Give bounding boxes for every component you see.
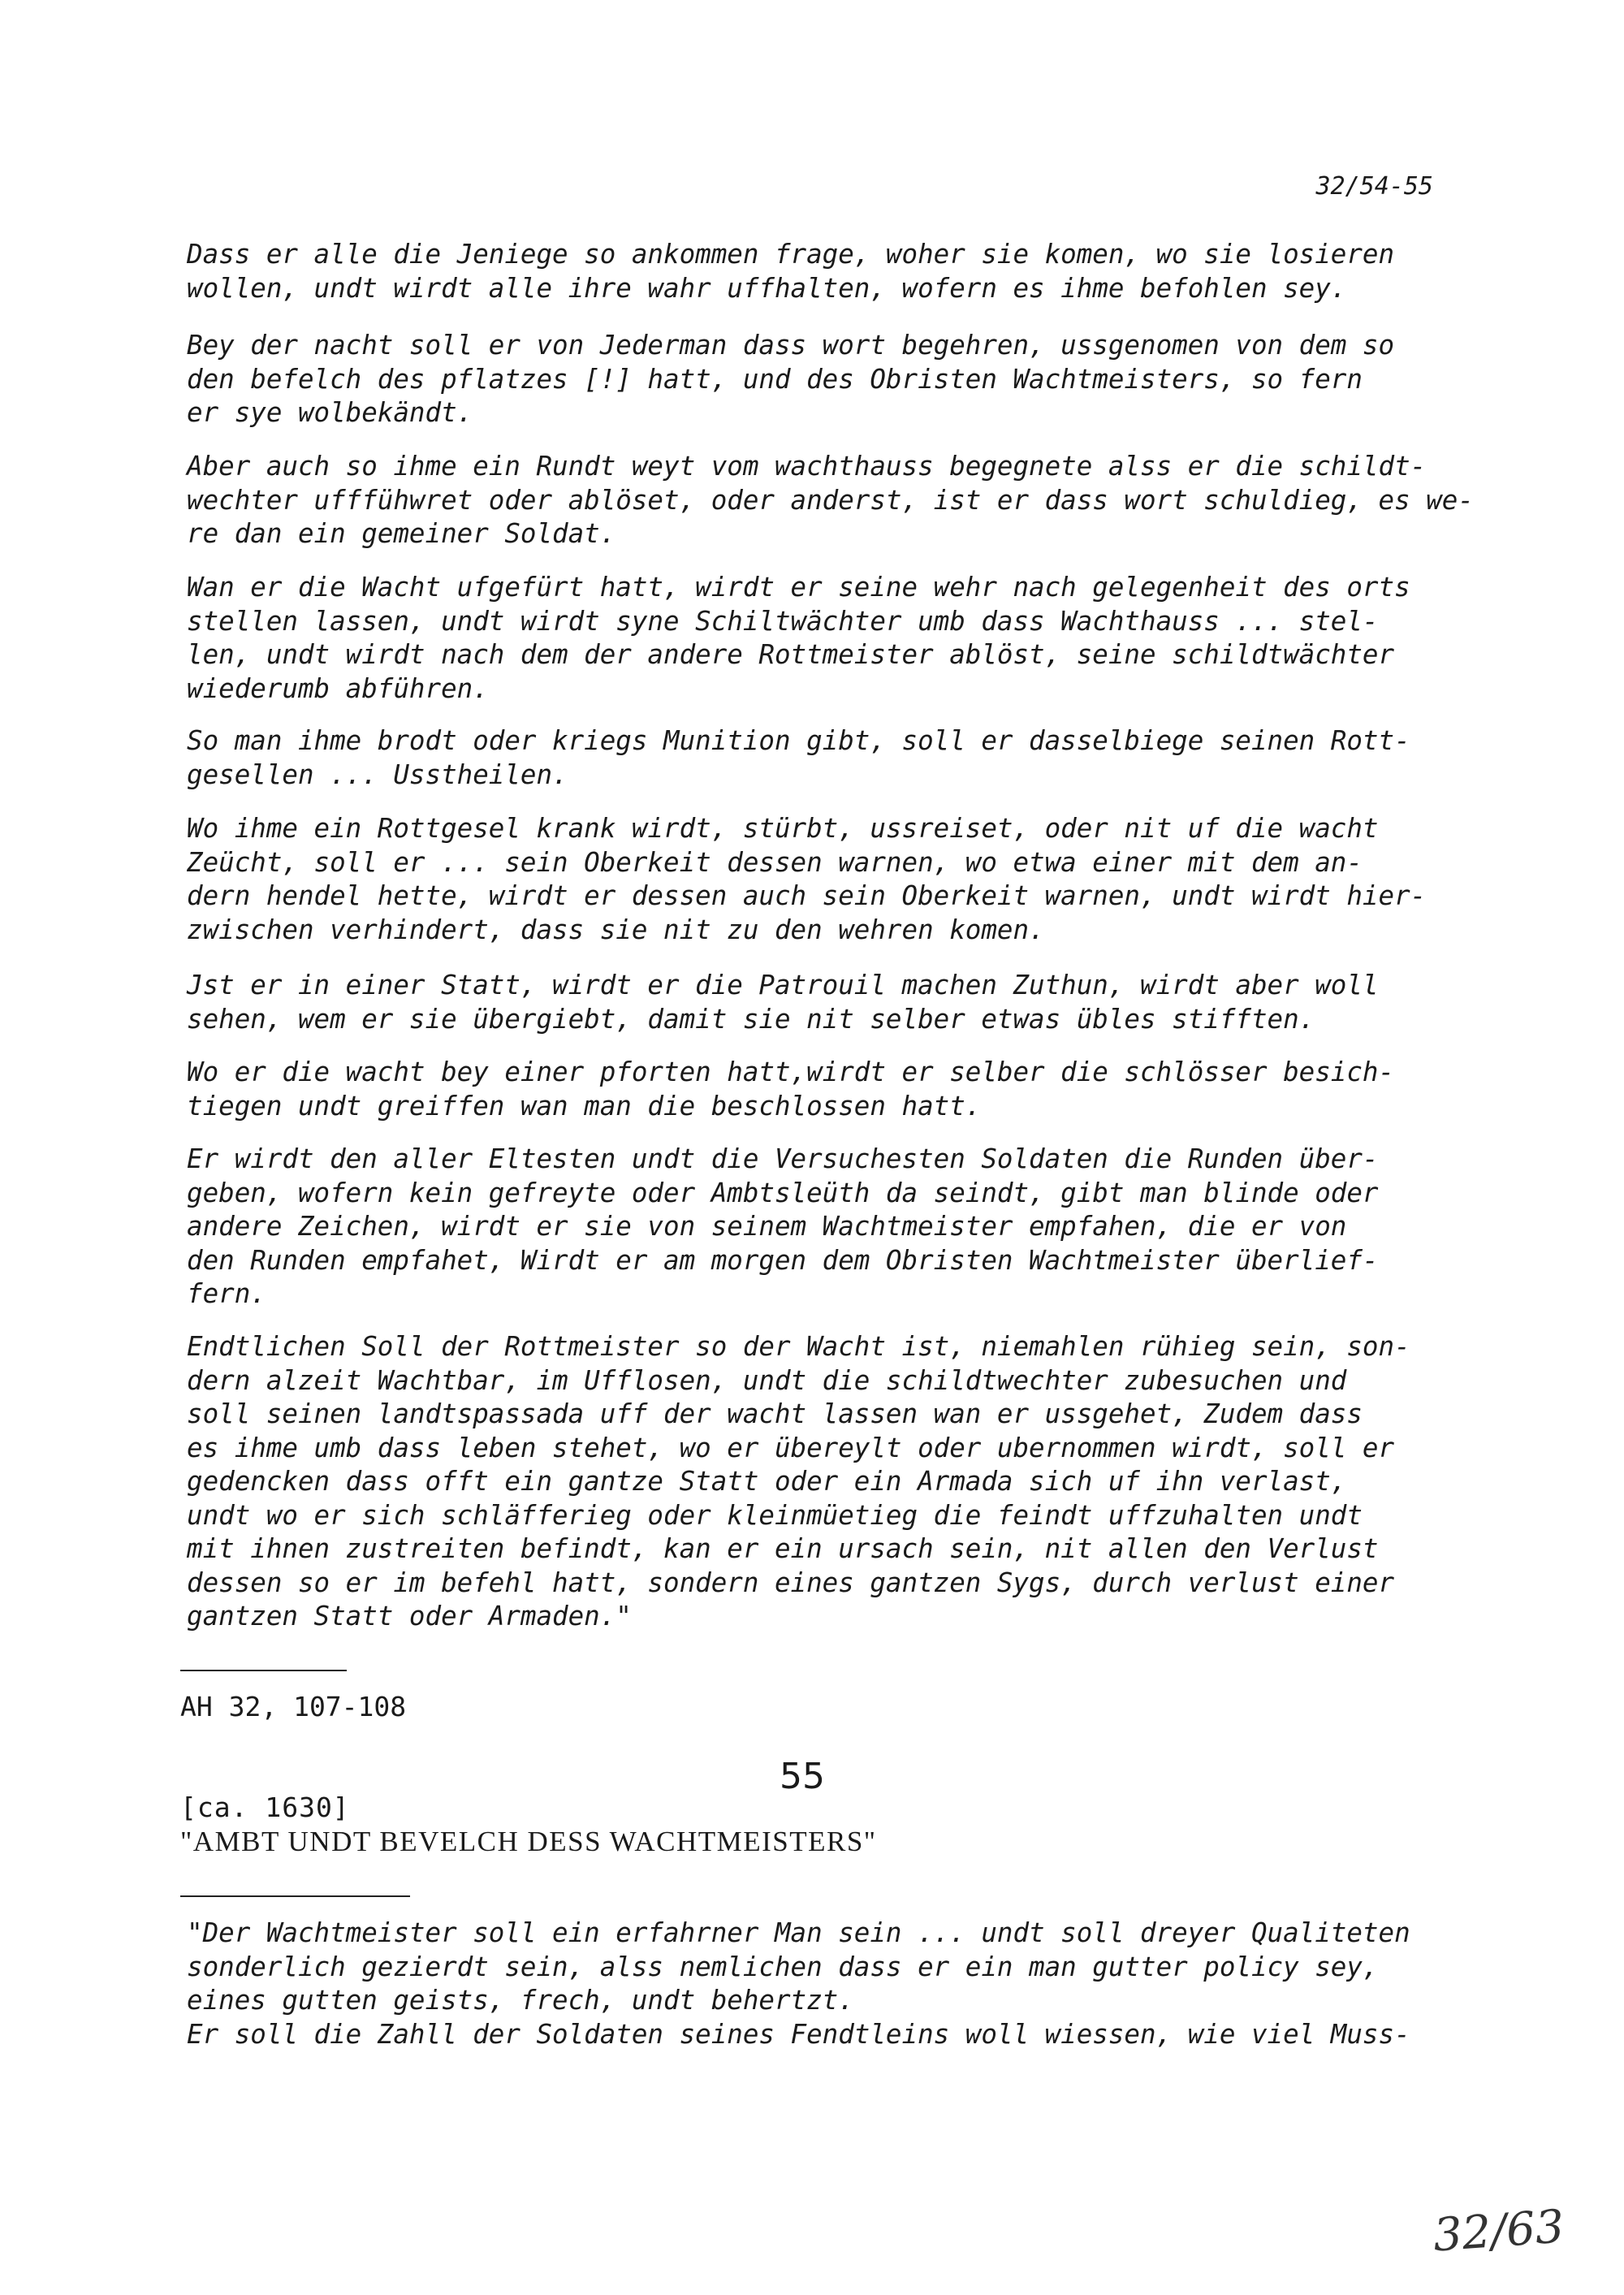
paragraph-3: Aber auch so ihme ein Rundt weyt vom wachthauss begegnete alss er die schildt- wechter ufffühwret oder ablöset, oder anderst, ist er dass wort schuldieg, es we- re dan ein gemeiner Soldat. — [187, 451, 1474, 549]
continuation-paragraph-2: Er soll die Zahll der Soldaten seines Fendtleins woll wiessen, wie viel Muss- — [187, 2019, 1410, 2050]
paragraph-2: Bey der nacht soll er von Jederman dass wort begehren, ussgenomen von dem so den befelch des pflatzes [!] hatt, und des Obristen Wachtmeisters, so fern er sye wolbekändt. — [187, 330, 1395, 428]
paragraph-10: Endtlichen Soll der Rottmeister so der Wacht ist, niemahlen rühieg sein, son- dern alzeit Wachtbar, im Ufflosen, undt die schildtwechter zubesuchen und soll seinen landtspassada uff der wacht lassen wan er ussgehet, Zudem dass es ihme umb dass leben stehet, wo er übereylt oder ubernommen wirdt, soll er gedencken dass offt ein gantze Statt oder ein Armada sich uf ihn verlast, undt wo er sich schläfferieg oder kleinmüetieg die feindt uffzuhalten undt mit ihnen zustreiten befindt, kan er ein ursach sein, nit allen den Verlust dessen so er im befehl hatt, sondern eines gantzen Sygs, durch verlust einer gantzen Statt oder Armaden." — [187, 1331, 1410, 1632]
title-divider — [180, 1895, 410, 1897]
handwritten-reference: 32/63 — [1431, 2200, 1566, 2263]
document-title: "AMBT UNDT BEVELCH DESS WACHTMEISTERS" — [180, 1826, 877, 1857]
paragraph-5: So man ihme brodt oder kriegs Munition gibt, soll er dasselbiege seinen Rott- gesellen ... Usstheilen. — [187, 725, 1410, 790]
paragraph-7: Jst er in einer Statt, wirdt er die Patrouil machen Zuthun, wirdt aber woll sehen, wem er sie übergiebt, damit sie nit selber etwas übles stifften. — [187, 970, 1379, 1035]
continuation-paragraph-1: "Der Wachtmeister soll ein erfahrner Man sein ... undt soll dreyer Qualiteten sonderlich gezierdt sein, alss nemlichen dass er ein man gutter policy sey, eines gutten geists, frech, undt behertzt. — [187, 1917, 1410, 2016]
paragraph-1: Dass er alle die Jeniege so ankommen frage, woher sie komen, wo sie losieren wollen, undt wirdt alle ihre wahr uffhalten, wofern es ihme befohlen sey. — [187, 239, 1395, 304]
footnote-divider — [180, 1670, 347, 1671]
source-reference: AH 32, 107-108 — [180, 1691, 407, 1722]
paragraph-4: Wan er die Wacht ufgefürt hatt, wirdt er seine wehr nach gelegenheit des orts stellen lassen, undt wirdt syne Schiltwächter umb dass Wachthauss ... stel- len, undt wirdt nach dem der andere Rottmeister ablöst, seine schildtwächter wiederumb abführen. — [187, 572, 1410, 704]
paragraph-9: Er wirdt den aller Eltesten undt die Versuchesten Soldaten die Runden über- geben, wofern kein gefreyte oder Ambtsleüth da seindt, gibt man blinde oder andere Zeichen, wirdt er sie von seinem Wachtmeister empfahen, die er von den Runden empfahet, Wirdt er am morgen dem Obristen Wachtmeister überlief- fern. — [187, 1143, 1379, 1309]
document-date: [ca. 1630] — [180, 1791, 350, 1823]
paragraph-6: Wo ihme ein Rottgesel krank wirdt, stürbt, ussreiset, oder nit uf die wacht Zeücht, soll er ... sein Oberkeit dessen warnen, wo etwa einer mit dem an- dern hendel hette, wirdt er dessen auch sein Oberkeit warnen, undt wirdt hier- zwischen verhindert, dass sie nit zu den wehren komen. — [187, 813, 1427, 945]
document-number: 55 — [780, 1756, 825, 1797]
page-reference: 32/54-55 — [1315, 172, 1433, 201]
paragraph-8: Wo er die wacht bey einer pforten hatt,wirdt er selber die schlösser besich- tiegen undt greiffen wan man die beschlossen hatt. — [187, 1057, 1395, 1122]
